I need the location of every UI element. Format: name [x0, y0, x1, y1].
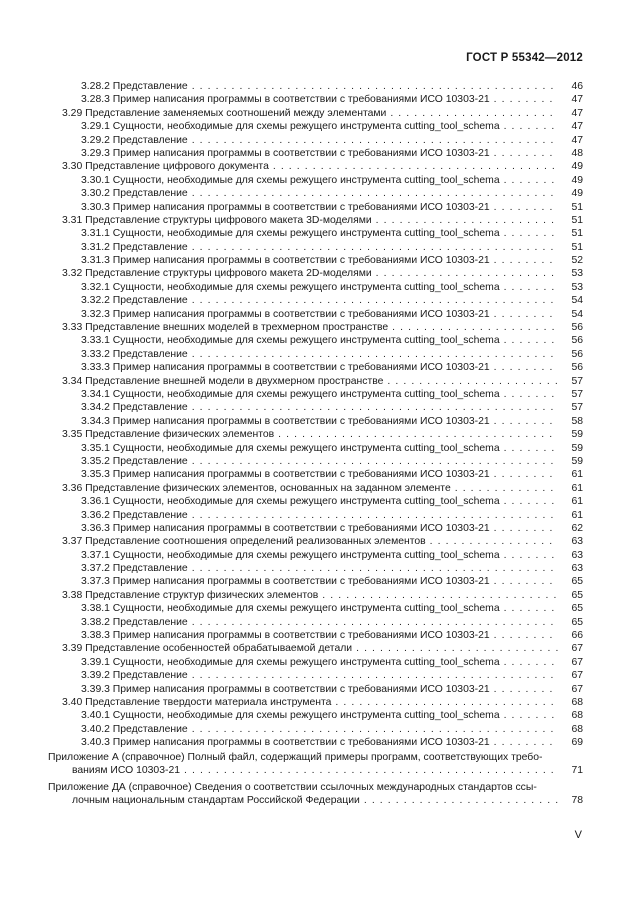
toc-entry-title: 3.35.1 Сущности, необходимые для схемы режущего инструмента cutting_tool_schema . . . [81, 442, 558, 455]
toc-entry-page: 47 [561, 93, 583, 106]
toc-entry-title: 3.30 Представление цифрового документа . . . [62, 160, 558, 173]
toc-entry-title: 3.31 Представление структуры цифрового макета 3D-моделями . . . [62, 214, 558, 227]
toc-entry[interactable] [0, 535, 630, 548]
toc-entry[interactable] [0, 669, 630, 682]
toc-appendix-entry[interactable] [0, 781, 630, 809]
toc-entry-title: 3.32 Представление структуры цифрового макета 2D-моделями . . . [62, 267, 558, 280]
toc-entry[interactable] [0, 455, 630, 468]
toc-entry-page: 51 [561, 227, 583, 240]
toc-entry-title: 3.40.1 Сущности, необходимые для схемы режущего инструмента cutting_tool_schema . . . [81, 709, 558, 722]
toc-entry-page: 59 [561, 428, 583, 441]
toc-entry-page: 51 [561, 241, 583, 254]
toc-entry-page: 66 [561, 629, 583, 642]
toc-entry-page: 54 [561, 308, 583, 321]
toc-entry-title: 3.33.2 Представление . . . [81, 348, 558, 361]
toc-entry-title: 3.35.2 Представление . . . [81, 455, 558, 468]
toc-entry[interactable] [0, 201, 630, 214]
toc-entry-page: 65 [561, 575, 583, 588]
toc-entry-title: 3.34 Представление внешней модели в двухмерном пространстве . . . [62, 375, 558, 388]
toc-entry[interactable] [0, 294, 630, 307]
toc-entry-page: 68 [561, 723, 583, 736]
toc-entry[interactable] [0, 388, 630, 401]
toc-entry-page: 63 [561, 562, 583, 575]
toc-entry[interactable] [0, 401, 630, 414]
toc-entry-title: 3.40 Представление твердости материала инструмента . . . [62, 696, 558, 709]
toc-entry-title: 3.33.3 Пример написания программы в соответствии с требованиями ИСО 10303-21 . . . [81, 361, 558, 374]
toc-entry[interactable] [0, 616, 630, 629]
toc-entry[interactable] [0, 147, 630, 160]
toc-entry[interactable] [0, 134, 630, 147]
toc-entry-page: 59 [561, 455, 583, 468]
toc-entry-page: 68 [561, 709, 583, 722]
toc-entry-title: 3.29.3 Пример написания программы в соответствии с требованиями ИСО 10303-21 . . . [81, 147, 558, 160]
toc-entry-page: 48 [561, 147, 583, 160]
toc-entry-page: 65 [561, 589, 583, 602]
toc-entry[interactable] [0, 174, 630, 187]
toc-entry[interactable] [0, 522, 630, 535]
appendix-title-line1: Приложение А (справочное) Полный файл, содержащий примеры программ, соответствующих требо- [48, 751, 543, 763]
toc-entry-title: 3.39 Представление особенностей обрабатываемой детали . . . [62, 642, 558, 655]
toc-entry-title: 3.31.3 Пример написания программы в соответствии с требованиями ИСО 10303-21 . . . [81, 254, 558, 267]
toc-appendix-entry[interactable] [0, 751, 630, 780]
toc-entry[interactable] [0, 656, 630, 669]
appendix-title-line2: лочным национальным стандартам Российской Федерации . . . [72, 795, 558, 806]
toc-entry[interactable] [0, 442, 630, 455]
toc-entry[interactable] [0, 415, 630, 428]
toc-entry[interactable] [0, 93, 630, 106]
toc-entry-title: 3.39.3 Пример написания программы в соответствии с требованиями ИСО 10303-21 . . . [81, 683, 558, 696]
toc-entry-page: 52 [561, 254, 583, 267]
toc-entry-page: 58 [561, 415, 583, 428]
toc-entry[interactable] [0, 549, 630, 562]
toc-entry-title: 3.30.3 Пример написания программы в соответствии с требованиями ИСО 10303-21 . . . [81, 201, 558, 214]
toc-entry[interactable] [0, 629, 630, 642]
toc-entry-title: 3.36.2 Представление . . . [81, 509, 558, 522]
toc-entry-title: 3.29.1 Сущности, необходимые для схемы режущего инструмента cutting_tool_schema . . . [81, 120, 558, 133]
toc-entry-page: 57 [561, 388, 583, 401]
toc-entry[interactable] [0, 482, 630, 495]
toc-entry-title: 3.32.2 Представление . . . [81, 294, 558, 307]
toc-entry-page: 56 [561, 348, 583, 361]
toc-entry-title: 3.35.3 Пример написания программы в соответствии с требованиями ИСО 10303-21 . . . [81, 468, 558, 481]
toc-entry-page: 65 [561, 602, 583, 615]
toc-entry[interactable] [0, 160, 630, 173]
toc-entry-page: 67 [561, 642, 583, 655]
toc-entry[interactable] [0, 227, 630, 240]
toc-entry[interactable] [0, 736, 630, 749]
toc-entry[interactable] [0, 361, 630, 374]
toc-entry-page: 69 [561, 736, 583, 749]
toc-entry-page: 57 [561, 375, 583, 388]
toc-entry-page: 53 [561, 281, 583, 294]
toc-entry[interactable] [0, 428, 630, 441]
toc-entry[interactable] [0, 602, 630, 615]
toc-entry[interactable] [0, 589, 630, 602]
toc-entry-title: 3.30.1 Сущности, необходимые для схемы режущего инструмента cutting_tool_schema . . . [81, 174, 558, 187]
toc-entry-title: 3.38.2 Представление . . . [81, 616, 558, 629]
toc-entry-title: 3.33.1 Сущности, необходимые для схемы режущего инструмента cutting_tool_schema . . . [81, 334, 558, 347]
toc-entry-title: 3.38 Представление структур физических элементов . . . [62, 589, 558, 602]
toc-entry-page: 49 [561, 187, 583, 200]
toc-entry-title: 3.32.1 Сущности, необходимые для схемы режущего инструмента cutting_tool_schema . . . [81, 281, 558, 294]
toc-entry-title: 3.40.3 Пример написания программы в соответствии с требованиями ИСО 10303-21 . . . [81, 736, 558, 749]
toc-entry-title: 3.29.2 Представление . . . [81, 134, 558, 147]
toc-entry[interactable] [0, 241, 630, 254]
toc-entry-title: 3.36.3 Пример написания программы в соответствии с требованиями ИСО 10303-21 . . . [81, 522, 558, 535]
toc-entry[interactable] [0, 267, 630, 280]
toc-entry-page: 49 [561, 160, 583, 173]
toc-entry-page: 63 [561, 549, 583, 562]
toc-entry[interactable] [0, 281, 630, 294]
toc-entry-page: 61 [561, 482, 583, 495]
toc-entry[interactable] [0, 723, 630, 736]
toc-entry-title: 3.28.3 Пример написания программы в соответствии с требованиями ИСО 10303-21 . . . [81, 93, 558, 106]
toc-entry[interactable] [0, 468, 630, 481]
toc-entry[interactable] [0, 683, 630, 696]
toc-entry-page: 61 [561, 509, 583, 522]
toc-entry[interactable] [0, 187, 630, 200]
toc-entry-title: 3.37.2 Представление . . . [81, 562, 558, 575]
table-of-contents [0, 80, 630, 809]
toc-entry-title: 3.30.2 Представление . . . [81, 187, 558, 200]
toc-entry-page: 56 [561, 334, 583, 347]
toc-entry-page: 47 [561, 134, 583, 147]
toc-entry[interactable] [0, 214, 630, 227]
toc-entry-page: 56 [561, 321, 583, 334]
toc-entry[interactable] [0, 642, 630, 655]
toc-entry-title: 3.34.3 Пример написания программы в соответствии с требованиями ИСО 10303-21 . . . [81, 415, 558, 428]
toc-entry-page: 67 [561, 656, 583, 669]
toc-entry-title: 3.38.1 Сущности, необходимые для схемы режущего инструмента cutting_tool_schema . . . [81, 602, 558, 615]
toc-entry-title: 3.36 Представление физических элементов, основанных на заданном элементе . . . [62, 482, 558, 495]
toc-entry-page: 67 [561, 669, 583, 682]
toc-entry-title: 3.29 Представление заменяемых соотношений между элементами . . . [62, 107, 558, 120]
toc-entry[interactable] [0, 254, 630, 267]
toc-entry[interactable] [0, 348, 630, 361]
page-number: V [574, 829, 582, 841]
toc-entry-page: 65 [561, 616, 583, 629]
toc-entry[interactable] [0, 562, 630, 575]
toc-entry[interactable] [0, 509, 630, 522]
toc-entry-title: 3.34.2 Представление . . . [81, 401, 558, 414]
appendix-page: 71 [571, 764, 583, 776]
toc-entry-page: 51 [561, 214, 583, 227]
appendix-page: 78 [571, 794, 583, 806]
toc-entry-title: 3.37 Представление соотношения определений реализованных элементов . . . [62, 535, 558, 548]
toc-entry[interactable] [0, 575, 630, 588]
appendix-title-line1: Приложение ДА (справочное) Сведения о соответствии ссылочных международных стандартов ссы- [48, 781, 537, 793]
toc-entry[interactable] [0, 321, 630, 334]
toc-entry-title: 3.36.1 Сущности, необходимые для схемы режущего инструмента cutting_tool_schema . . . [81, 495, 558, 508]
toc-entry-title: 3.32.3 Пример написания программы в соответствии с требованиями ИСО 10303-21 . . . [81, 308, 558, 321]
toc-entry-page: 54 [561, 294, 583, 307]
toc-entry-page: 49 [561, 174, 583, 187]
appendix-title-line2: ваниям ИСО 10303-21 . . . [72, 765, 558, 776]
toc-entry-page: 51 [561, 201, 583, 214]
toc-entry-page: 47 [561, 120, 583, 133]
toc-entry-page: 68 [561, 696, 583, 709]
toc-entry-title: 3.39.2 Представление . . . [81, 669, 558, 682]
toc-entry-page: 63 [561, 535, 583, 548]
toc-entry-page: 56 [561, 361, 583, 374]
toc-entry[interactable] [0, 107, 630, 120]
toc-entry-title: 3.34.1 Сущности, необходимые для схемы режущего инструмента cutting_tool_schema . . . [81, 388, 558, 401]
toc-entry[interactable] [0, 495, 630, 508]
toc-entry-title: 3.31.2 Представление . . . [81, 241, 558, 254]
toc-entry-page: 61 [561, 495, 583, 508]
toc-entry-page: 67 [561, 683, 583, 696]
toc-entry[interactable] [0, 334, 630, 347]
toc-entry[interactable] [0, 696, 630, 709]
document-id-header: ГОСТ Р 55342—2012 [466, 52, 583, 64]
toc-entry-title: 3.28.2 Представление . . . [81, 80, 558, 93]
toc-entry-page: 47 [561, 107, 583, 120]
toc-entry[interactable] [0, 80, 630, 93]
toc-entry[interactable] [0, 120, 630, 133]
toc-entry-title: 3.37.3 Пример написания программы в соответствии с требованиями ИСО 10303-21 . . . [81, 575, 558, 588]
toc-entry-title: 3.35 Представление физических элементов . . . [62, 428, 558, 441]
toc-entry-title: 3.39.1 Сущности, необходимые для схемы режущего инструмента cutting_tool_schema . . . [81, 656, 558, 669]
toc-entry-page: 53 [561, 267, 583, 280]
toc-entry[interactable] [0, 709, 630, 722]
toc-entry-title: 3.38.3 Пример написания программы в соответствии с требованиями ИСО 10303-21 . . . [81, 629, 558, 642]
toc-entry-page: 61 [561, 468, 583, 481]
toc-entry[interactable] [0, 308, 630, 321]
toc-entry-title: 3.40.2 Представление . . . [81, 723, 558, 736]
toc-entry-title: 3.37.1 Сущности, необходимые для схемы режущего инструмента cutting_tool_schema . . . [81, 549, 558, 562]
toc-entry-page: 46 [561, 80, 583, 93]
toc-entry-page: 62 [561, 522, 583, 535]
toc-entry-page: 59 [561, 442, 583, 455]
toc-entry-title: 3.33 Представление внешних моделей в трехмерном пространстве . . . [62, 321, 558, 334]
toc-entry-page: 57 [561, 401, 583, 414]
toc-entry[interactable] [0, 375, 630, 388]
toc-entry-title: 3.31.1 Сущности, необходимые для схемы режущего инструмента cutting_tool_schema . . . [81, 227, 558, 240]
